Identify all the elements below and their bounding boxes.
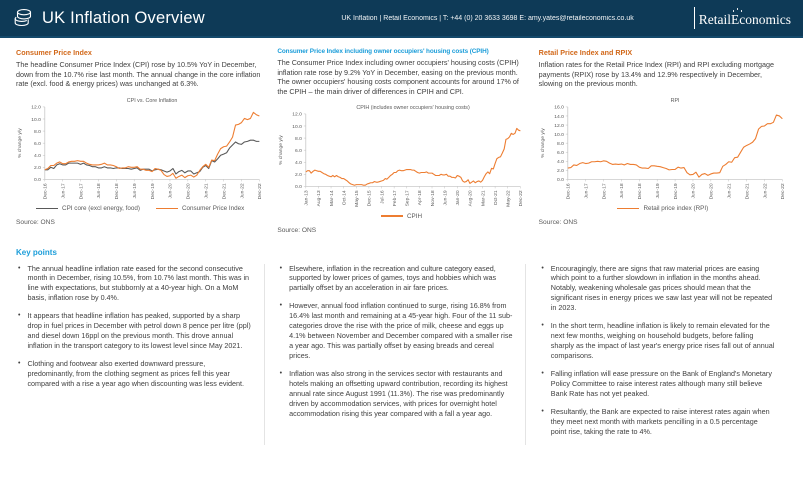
key-point-text: Clothing and footwear also exerted downward pressure, predominantly, from the clothing segment as prices fell this year compared with a rise a year ago when discounting was less evident. (27, 359, 244, 388)
svg-text:Dec-16: Dec-16 (43, 183, 49, 200)
key-point (18, 264, 252, 304)
rpi-chart-svg (539, 94, 787, 209)
key-point-text: In the short term, headline inflation is likely to remain elevated for the next few months, weighing on household budgets, before falling sharply as the impact of last year's energy price rises fall out of annual comparisons. (550, 321, 775, 361)
svg-text:12.0: 12.0 (553, 123, 564, 129)
cpih-heading: Consumer Price Index including owner occupiers' housing costs (CPIH) (277, 48, 489, 55)
key-point-text: Elsewhere, inflation in the recreation and culture category eased, supported by lower prices of games, toys and hobbies which was partially offset by an acceleration in air fare prices. (289, 263, 497, 293)
header-contact-info: UK Inflation | Retail Economics | T: +44 (0) 20 3633 3698 E: amy.yates@retaileconomics.co.uk (341, 14, 634, 22)
svg-text:Jul-16: Jul-16 (380, 190, 386, 205)
svg-text:Feb-17: Feb-17 (393, 190, 399, 207)
svg-text:Dec-20: Dec-20 (709, 183, 715, 200)
legend-line-swatch (36, 208, 58, 210)
svg-text:8.0: 8.0 (556, 141, 564, 147)
key-point-text: The annual headline inflation rate eased for the second consecutive month in December, rising 10.5%, from 10.7% last month. This was in line with expectations, but stubbornly at a 40-year high. On a MoM basis, inflation rose by 0.4%. (27, 263, 250, 303)
bullet-icon: • (541, 264, 544, 272)
svg-text:Jun-17: Jun-17 (584, 183, 590, 199)
svg-text:May-22: May-22 (506, 190, 512, 208)
legend-item (156, 205, 244, 212)
svg-text:2.0: 2.0 (33, 165, 41, 171)
svg-text:Jun-19: Jun-19 (132, 183, 138, 199)
svg-text:Nov-18: Nov-18 (431, 190, 437, 207)
svg-text:4.0: 4.0 (33, 153, 41, 159)
cpih-source-label: Source: ONS (277, 226, 317, 234)
svg-text:2.0: 2.0 (556, 168, 564, 174)
key-point (541, 407, 775, 437)
svg-text:Dec-17: Dec-17 (602, 183, 608, 200)
svg-text:8.0: 8.0 (33, 129, 41, 135)
svg-text:Jun-18: Jun-18 (619, 183, 625, 199)
svg-text:Jun-19: Jun-19 (443, 190, 449, 206)
svg-text:Jun-18: Jun-18 (97, 183, 103, 199)
bullet-icon: • (18, 264, 21, 272)
key-points-column-3 (525, 264, 787, 445)
svg-text:8.0: 8.0 (295, 137, 303, 143)
svg-text:Jan-13: Jan-13 (304, 190, 310, 206)
logo-dots-icon (737, 8, 739, 10)
legend-label: Retail price index (RPI) (643, 204, 709, 212)
rpi-summary-text: Inflation rates for the Retail Price Index (RPI) and RPI excluding mortgage payments (RPIX) rose by 13.4% and 12.9% respectively in December, slowing on the previous month. (538, 60, 774, 89)
key-point-text: Resultantly, the Bank are expected to raise interest rates again when they meet next month with markets pencilling in a 0.5 percentage point rise, taking the rate to 4%. (550, 406, 770, 436)
rpi-chart-legend (539, 205, 787, 212)
legend-line-swatch (156, 208, 178, 210)
bullet-icon: • (18, 312, 21, 320)
bullet-icon: • (279, 369, 283, 377)
cpih-chart-svg (277, 101, 525, 216)
svg-text:Dec-17: Dec-17 (79, 183, 85, 200)
svg-text:10.0: 10.0 (553, 132, 564, 138)
cpih-column (277, 48, 525, 234)
svg-text:% change y/y: % change y/y (279, 135, 285, 166)
svg-text:Dec-18: Dec-18 (115, 183, 121, 200)
svg-text:Aug-13: Aug-13 (317, 190, 323, 207)
svg-text:Dec-21: Dec-21 (222, 183, 228, 200)
brand (12, 8, 205, 29)
svg-text:10.0: 10.0 (292, 125, 303, 131)
svg-text:Jun-21: Jun-21 (204, 183, 210, 199)
svg-text:CPI vs. Core Inflation: CPI vs. Core Inflation (126, 97, 178, 104)
svg-text:Jun-17: Jun-17 (61, 183, 67, 199)
svg-text:Dec-22: Dec-22 (258, 183, 264, 200)
key-point-text: Falling inflation will ease pressure on the Bank of England's Monetary Policy Committee to raise interest rates although many still believe Bank Rate has not yet peaked. (550, 368, 772, 398)
key-points-column-2 (264, 264, 526, 445)
svg-text:Dec-22: Dec-22 (519, 190, 525, 207)
svg-text:Dec-19: Dec-19 (673, 183, 679, 200)
key-point-text: Inflation was also strong in the services sector with restaurants and hotels making an offsetting upward contribution, recording its highest annual rate since August 1991 (11.3%). The rise was predominantly driven by accommodation services, with prices for overnight hotel accommodation rising this year compared with a fall a year ago. (289, 368, 508, 418)
svg-text:14.0: 14.0 (553, 114, 564, 120)
cpih-summary-text: The Consumer Price Index including owner occupiers' housing costs (CPIH) inflation rate rose by 9.2% YoY in December, easing on the previous month. The owner occupiers' housing costs component accounts for around 17% of the CPIH – the main driver of differences in CPIH and CPI. (277, 58, 519, 96)
svg-text:Jun-22: Jun-22 (762, 183, 768, 199)
svg-text:6.0: 6.0 (33, 141, 41, 147)
svg-text:12.0: 12.0 (292, 113, 303, 119)
legend-line-swatch (381, 215, 403, 217)
rpi-source-label: Source: ONS (538, 218, 578, 226)
svg-text:Dec-22: Dec-22 (780, 183, 786, 200)
key-point (280, 264, 514, 294)
key-point-text: Encouragingly, there are signs that raw material prices are easing which point to a further slowdown in inflation in the months ahead. Notably, weakening wholesale gas prices should mean that the significant rises in energy prices we saw last year will not be repeated in 2023. (550, 263, 773, 313)
svg-text:Jun-20: Jun-20 (168, 183, 174, 199)
svg-text:0.0: 0.0 (295, 185, 303, 191)
cpi-summary-text: The headline Consumer Price Index (CPI) rose by 10.5% YoY in December, down from the 10.7% rise last month. The annual change in the core inflation rate (excl. food & energy prices) was unchanged at 6.3%. (16, 60, 261, 89)
svg-text:Jun-19: Jun-19 (655, 183, 661, 199)
logo-text: RetailEconomics (698, 12, 791, 28)
legend-label: Consumer Price Index (181, 204, 245, 212)
bullet-icon: • (541, 369, 544, 377)
key-point (280, 369, 514, 419)
cpi-source-label: Source: ONS (16, 218, 55, 226)
svg-text:6.0: 6.0 (295, 149, 303, 155)
svg-text:Sep-17: Sep-17 (405, 190, 411, 207)
key-point (541, 264, 775, 314)
svg-text:Jun-21: Jun-21 (727, 183, 733, 199)
cpi-chart-legend (16, 205, 264, 212)
svg-text:Oct-21: Oct-21 (494, 190, 500, 206)
key-point (280, 301, 514, 361)
svg-text:Dec-15: Dec-15 (368, 190, 374, 207)
key-points-heading: Key points (16, 247, 57, 257)
svg-text:4.0: 4.0 (295, 161, 303, 167)
svg-text:% change y/y: % change y/y (17, 128, 23, 158)
svg-text:12.0: 12.0 (31, 105, 41, 111)
key-point (541, 369, 775, 399)
retail-economics-logo (694, 7, 793, 29)
key-points (0, 264, 803, 445)
svg-text:16.0: 16.0 (553, 105, 564, 111)
legend-line-swatch (617, 208, 639, 210)
legend-item (36, 205, 140, 212)
svg-text:Aug-20: Aug-20 (468, 190, 474, 207)
legend-label: CPIH (406, 212, 423, 220)
svg-text:Dec-20: Dec-20 (186, 183, 192, 200)
svg-text:RPI: RPI (670, 97, 680, 104)
svg-text:Dec-16: Dec-16 (566, 183, 572, 200)
page-title: UK Inflation Overview (42, 8, 205, 27)
legend-item (617, 205, 708, 212)
svg-text:Dec-18: Dec-18 (637, 183, 643, 200)
svg-text:Mar-14: Mar-14 (330, 190, 336, 207)
cpih-chart-legend (277, 213, 525, 220)
bullet-icon: • (279, 302, 283, 310)
cpi-heading: Consumer Price Index (16, 48, 92, 57)
svg-text:May-15: May-15 (355, 190, 361, 208)
svg-text:10.0: 10.0 (31, 117, 41, 123)
svg-text:Jun-20: Jun-20 (691, 183, 697, 199)
key-point (541, 321, 775, 361)
svg-text:0.0: 0.0 (33, 177, 41, 183)
bullet-icon: • (541, 407, 544, 415)
header-bar (0, 0, 803, 38)
rpi-column (539, 48, 787, 234)
key-point (18, 311, 252, 351)
svg-text:Oct-14: Oct-14 (342, 190, 348, 206)
cpi-column (16, 48, 264, 234)
key-point-text: It appears that headline inflation has peaked, supported by a sharp drop in fuel prices in December with petrol down 8 pence per litre (ppl) and diesel down 16ppl on the previous month. This drove annual inflation in the transport category to its lowest level since May 2021. (27, 311, 251, 351)
key-points-column-1 (16, 264, 264, 445)
summary-columns (0, 38, 803, 234)
svg-text:4.0: 4.0 (556, 159, 564, 165)
svg-text:Dec-21: Dec-21 (745, 183, 751, 200)
cpih-chart (277, 101, 525, 233)
svg-text:Jun-22: Jun-22 (240, 183, 246, 199)
svg-text:% change y/y: % change y/y (540, 128, 546, 158)
bullet-icon: • (279, 264, 283, 272)
svg-text:CPIH (includes owner occupiers: CPIH (includes owner occupiers' housing costs) (356, 105, 471, 112)
legend-label: CPI core (excl energy, food) (62, 204, 140, 212)
svg-text:Jan-20: Jan-20 (456, 190, 462, 206)
rpi-chart (539, 94, 787, 226)
svg-text:Apr-18: Apr-18 (418, 190, 424, 206)
key-point-text: However, annual food inflation continued to surge, rising 16.8% from 16.4% last month and remaining at a 45-year high. Four of the 11 sub-categories drove the rise with the price of milk, cheese and eggs up 4.1% between November and December compared with a smaller rise a year ago. This was partially offset by easing breads and cereal prices. (289, 301, 513, 361)
svg-text:Mar-21: Mar-21 (481, 190, 487, 207)
cpi-core-chart-svg (16, 94, 264, 209)
bullet-icon: • (18, 360, 21, 368)
svg-text:6.0: 6.0 (556, 150, 564, 156)
svg-text:Dec-19: Dec-19 (150, 183, 156, 200)
cpi-core-chart (16, 94, 264, 226)
bullet-icon: • (541, 322, 544, 330)
key-point (18, 359, 252, 389)
legend-item (381, 213, 422, 220)
svg-text:2.0: 2.0 (295, 173, 303, 179)
svg-text:0.0: 0.0 (556, 177, 564, 183)
rpi-heading: Retail Price Index and RPIX (538, 48, 633, 57)
coins-icon (12, 8, 34, 29)
